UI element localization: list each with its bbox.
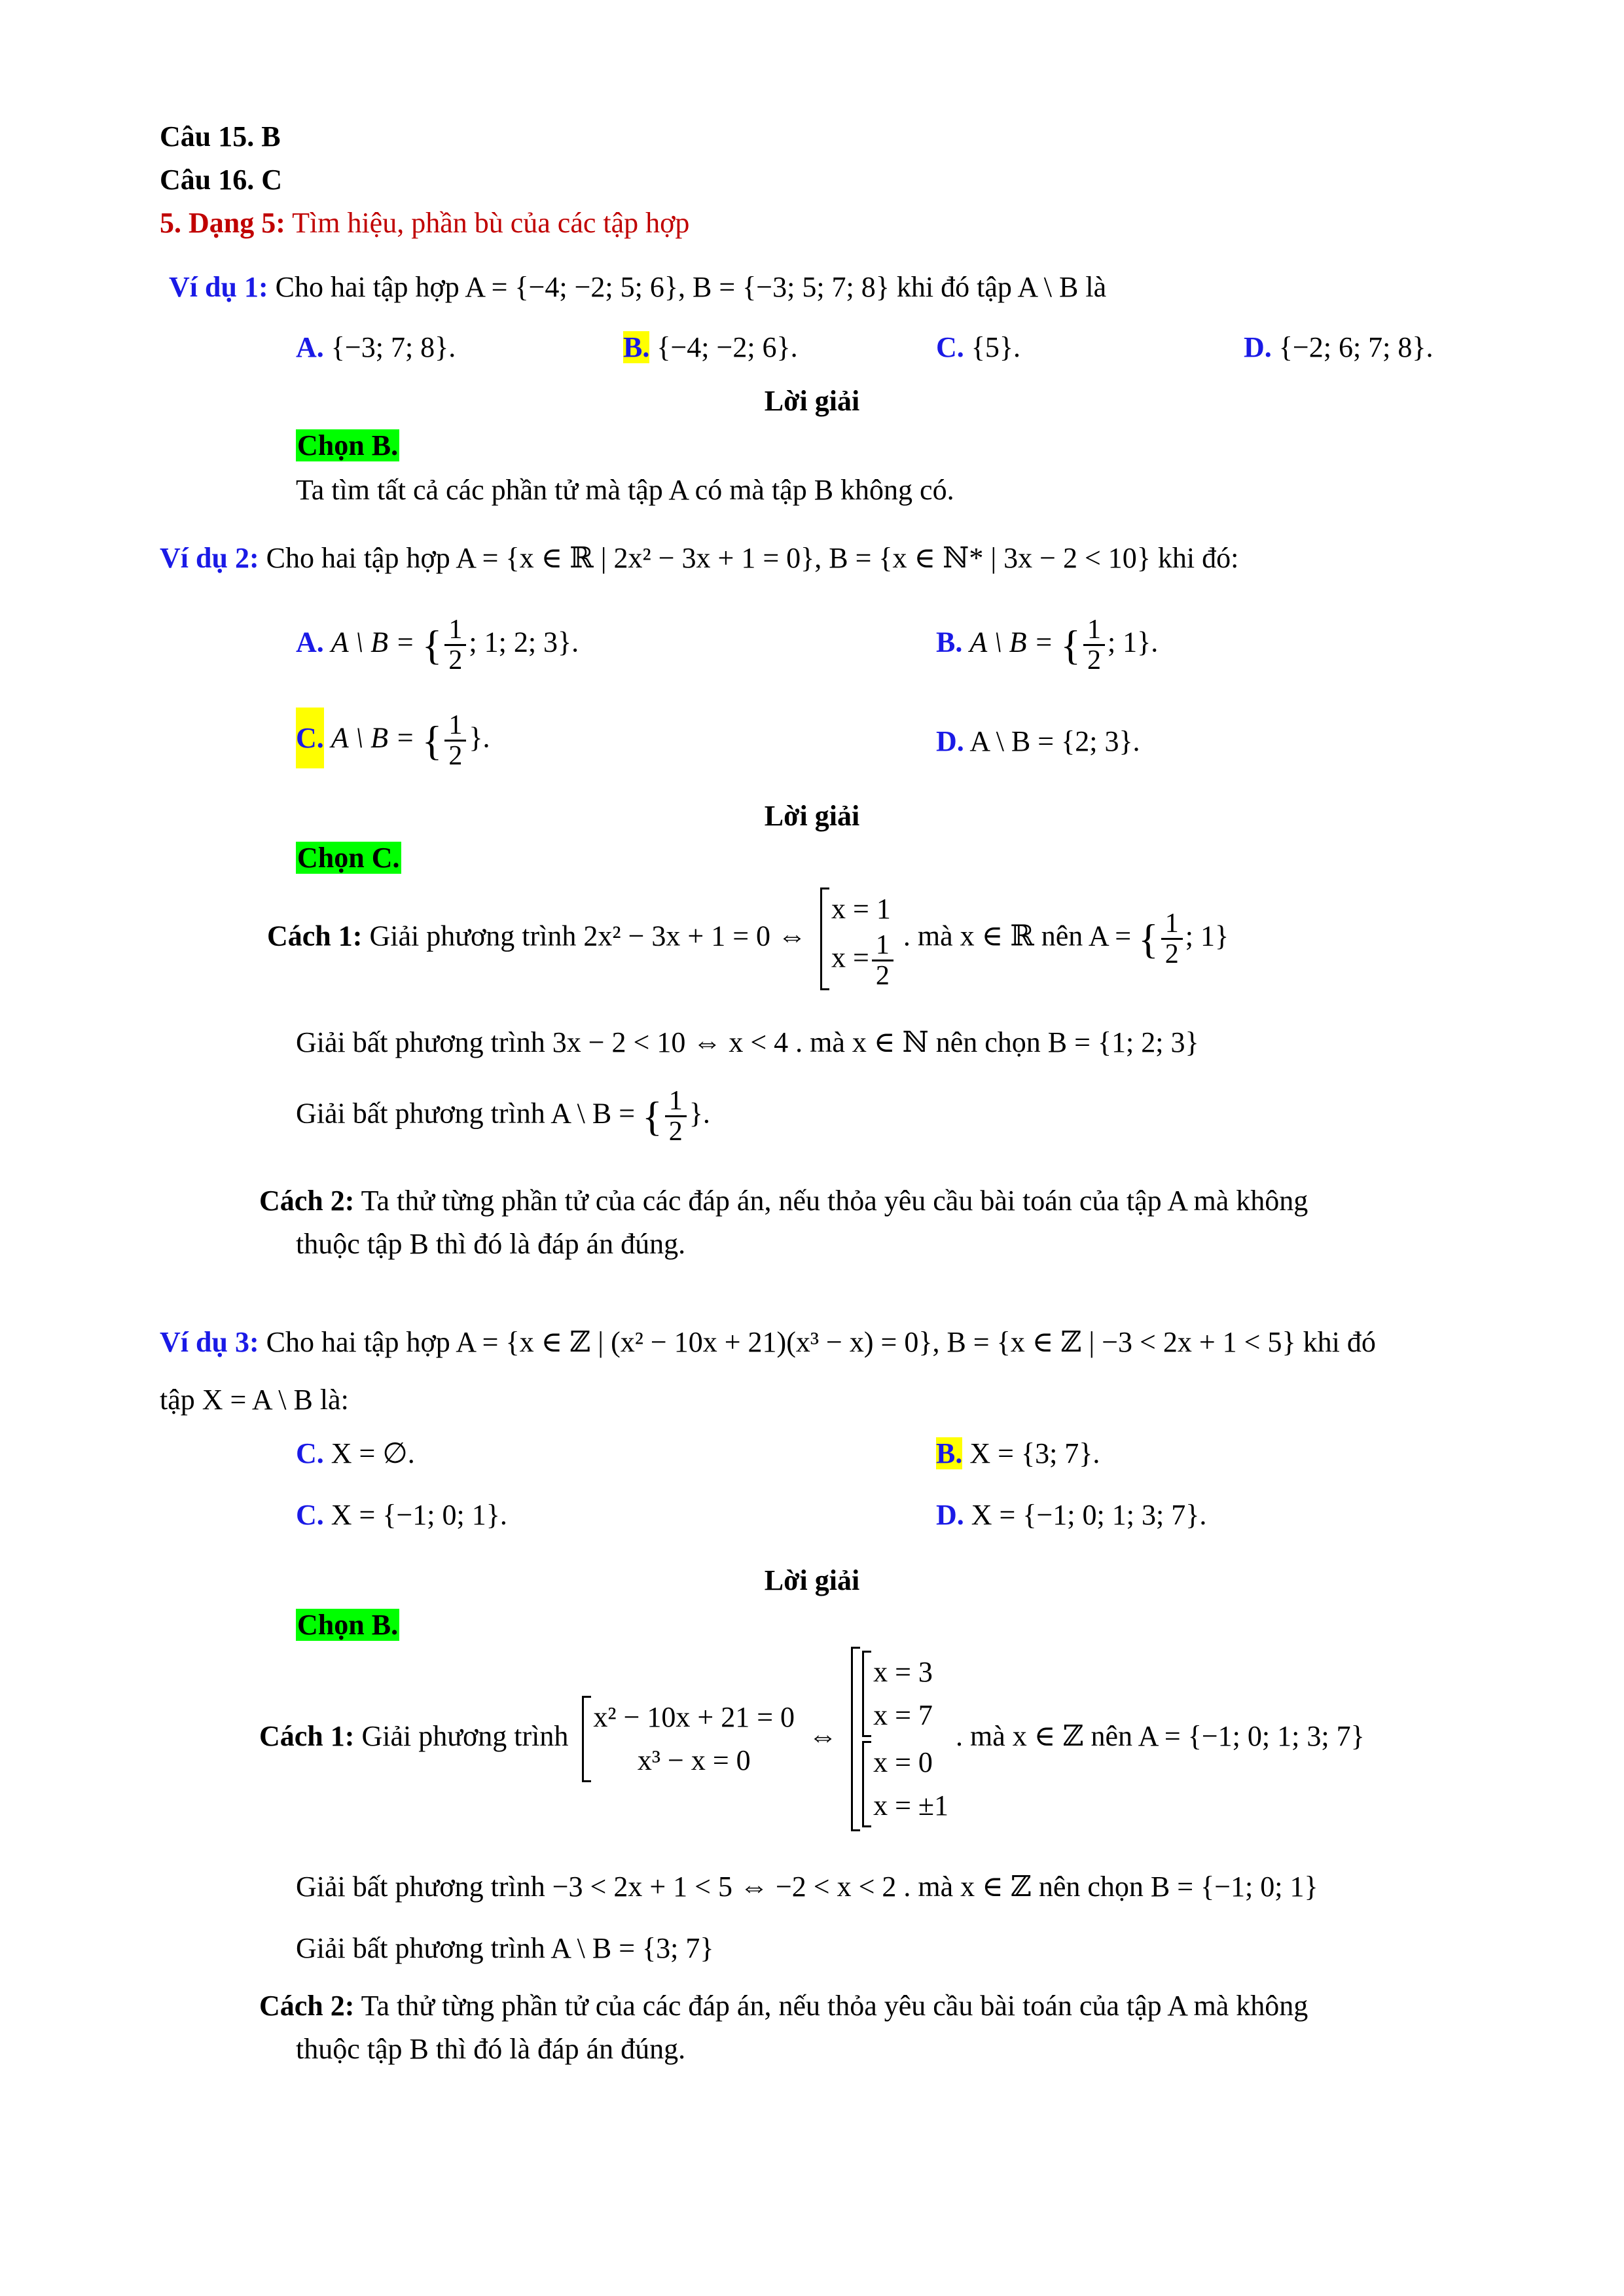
ex1-choice: Chọn B.: [297, 429, 399, 461]
ex3-option-a[interactable]: C. X = ∅.: [296, 1437, 415, 1469]
example-3-question: [160, 1326, 1376, 1359]
ex3-method-2-line-2: thuộc tập B thì đó là đáp án đúng.: [296, 2033, 686, 2065]
ex3-method-1-line-3: Giải bất phương trình A \ B = {3; 7}: [296, 1932, 714, 1964]
example-1-text: Cho hai tập hợp A = {−4; −2; 5; 6}, B = {−3; 5; 7; 8} khi đó tập A \ B là: [275, 271, 1107, 303]
ex1-option-a[interactable]: A. {−3; 7; 8}.: [296, 331, 456, 363]
example-2-label: Ví dụ 2:: [160, 542, 259, 574]
ex2-method-1-line-2: Giải bất phương trình 3x − 2 < 10 ⇔ x < 4 . mà x ∈ ℕ nên chọn B = {1; 2; 3}: [296, 1026, 1199, 1058]
ex2-option-c[interactable]: C. A \ B = { $\frac{1}{2}$ }.: [296, 711, 490, 770]
answer-15: Câu 15. B: [160, 120, 281, 152]
ex1-option-b[interactable]: B. {−4; −2; 6}.: [623, 331, 798, 363]
ex1-option-d[interactable]: D. {−2; 6; 7; 8}.: [1244, 331, 1434, 363]
example-2-question: [160, 542, 1238, 575]
ex2-solution-heading: Lời giải: [764, 800, 860, 832]
answer-16: Câu 16. C: [160, 164, 283, 196]
section-heading: [160, 207, 689, 240]
ex3-option-b[interactable]: B. X = {3; 7}.: [936, 1437, 1100, 1469]
ex3-method-2: Cách 2: Ta thử từng phần tử của các đáp án, nếu thỏa yêu cầu bài toán của tập A mà không: [259, 1990, 1308, 2022]
ex3-method-1: Cách 1: Giải phương trình x² − 10x + 21 = 0 x³ − x = 0 ⇔ x = 3 x = 7 x = 0 x = ±1 . mà x ∈ ℤ nên A = {−1; 0; 1; 3; 7}: [259, 1647, 1365, 1831]
ex1-explanation: Ta tìm tất cả các phần tử mà tập A có mà tập B không có.: [296, 474, 954, 506]
example-3-question-line-2: tập X = A \ B là:: [160, 1384, 349, 1416]
ex3-method-1-line-2: Giải bất phương trình −3 < 2x + 1 < 5 ⇔ −2 < x < 2 . mà x ∈ ℤ nên chọn B = {−1; 0; 1}: [296, 1871, 1318, 1903]
ex2-method-2-line-2: thuộc tập B thì đó là đáp án đúng.: [296, 1228, 686, 1260]
ex1-solution-heading: Lời giải: [764, 385, 860, 417]
example-3-text: Cho hai tập hợp A = {x ∈ ℤ | (x² − 10x + 21)(x³ − x) = 0}, B = {x ∈ ℤ | −3 < 2x + 1 < 5} khi đó: [266, 1326, 1376, 1358]
ex3-option-d[interactable]: D. X = {−1; 0; 1; 3; 7}.: [936, 1499, 1207, 1531]
example-2-text: Cho hai tập hợp A = {x ∈ ℝ | 2x² − 3x + 1 = 0}, B = {x ∈ ℕ* | 3x − 2 < 10} khi đó:: [266, 542, 1239, 574]
ex2-method-1-line-3: Giải bất phương trình A \ B = { $\frac{1}{2}$ }.: [296, 1086, 710, 1147]
ex3-solution-heading: Lời giải: [764, 1564, 860, 1596]
example-1-question: [169, 271, 1106, 304]
example-1-label: Ví dụ 1:: [169, 271, 268, 303]
ex2-method-2: Cách 2: Ta thử từng phần tử của các đáp án, nếu thỏa yêu cầu bài toán của tập A mà không: [259, 1185, 1308, 1217]
ex1-option-c[interactable]: C. {5}.: [936, 331, 1021, 363]
section-number: 5. Dạng 5:: [160, 207, 285, 239]
ex2-method-1: Cách 1: Giải phương trình 2x² − 3x + 1 = 0 ⇔ x = 1 x = $\frac{1}{2}$ . mà x ∈ ℝ nên A = { $\frac{1}{2}$ ; 1}: [267, 888, 1229, 990]
ex2-choice: Chọn C.: [297, 842, 400, 874]
ex2-option-b[interactable]: B. A \ B = { $\frac{1}{2}$ ; 1}.: [936, 615, 1159, 676]
ex3-choice: Chọn B.: [297, 1609, 399, 1641]
ex2-option-a[interactable]: A. A \ B = { $\frac{1}{2}$ ; 1; 2; 3}.: [296, 615, 579, 676]
section-title: Tìm hiệu, phần bù của các tập hợp: [292, 207, 690, 239]
example-3-label: Ví dụ 3:: [160, 1326, 259, 1358]
ex3-option-c[interactable]: C. X = {−1; 0; 1}.: [296, 1499, 507, 1531]
ex2-option-d[interactable]: D. A \ B = {2; 3}.: [936, 725, 1140, 757]
